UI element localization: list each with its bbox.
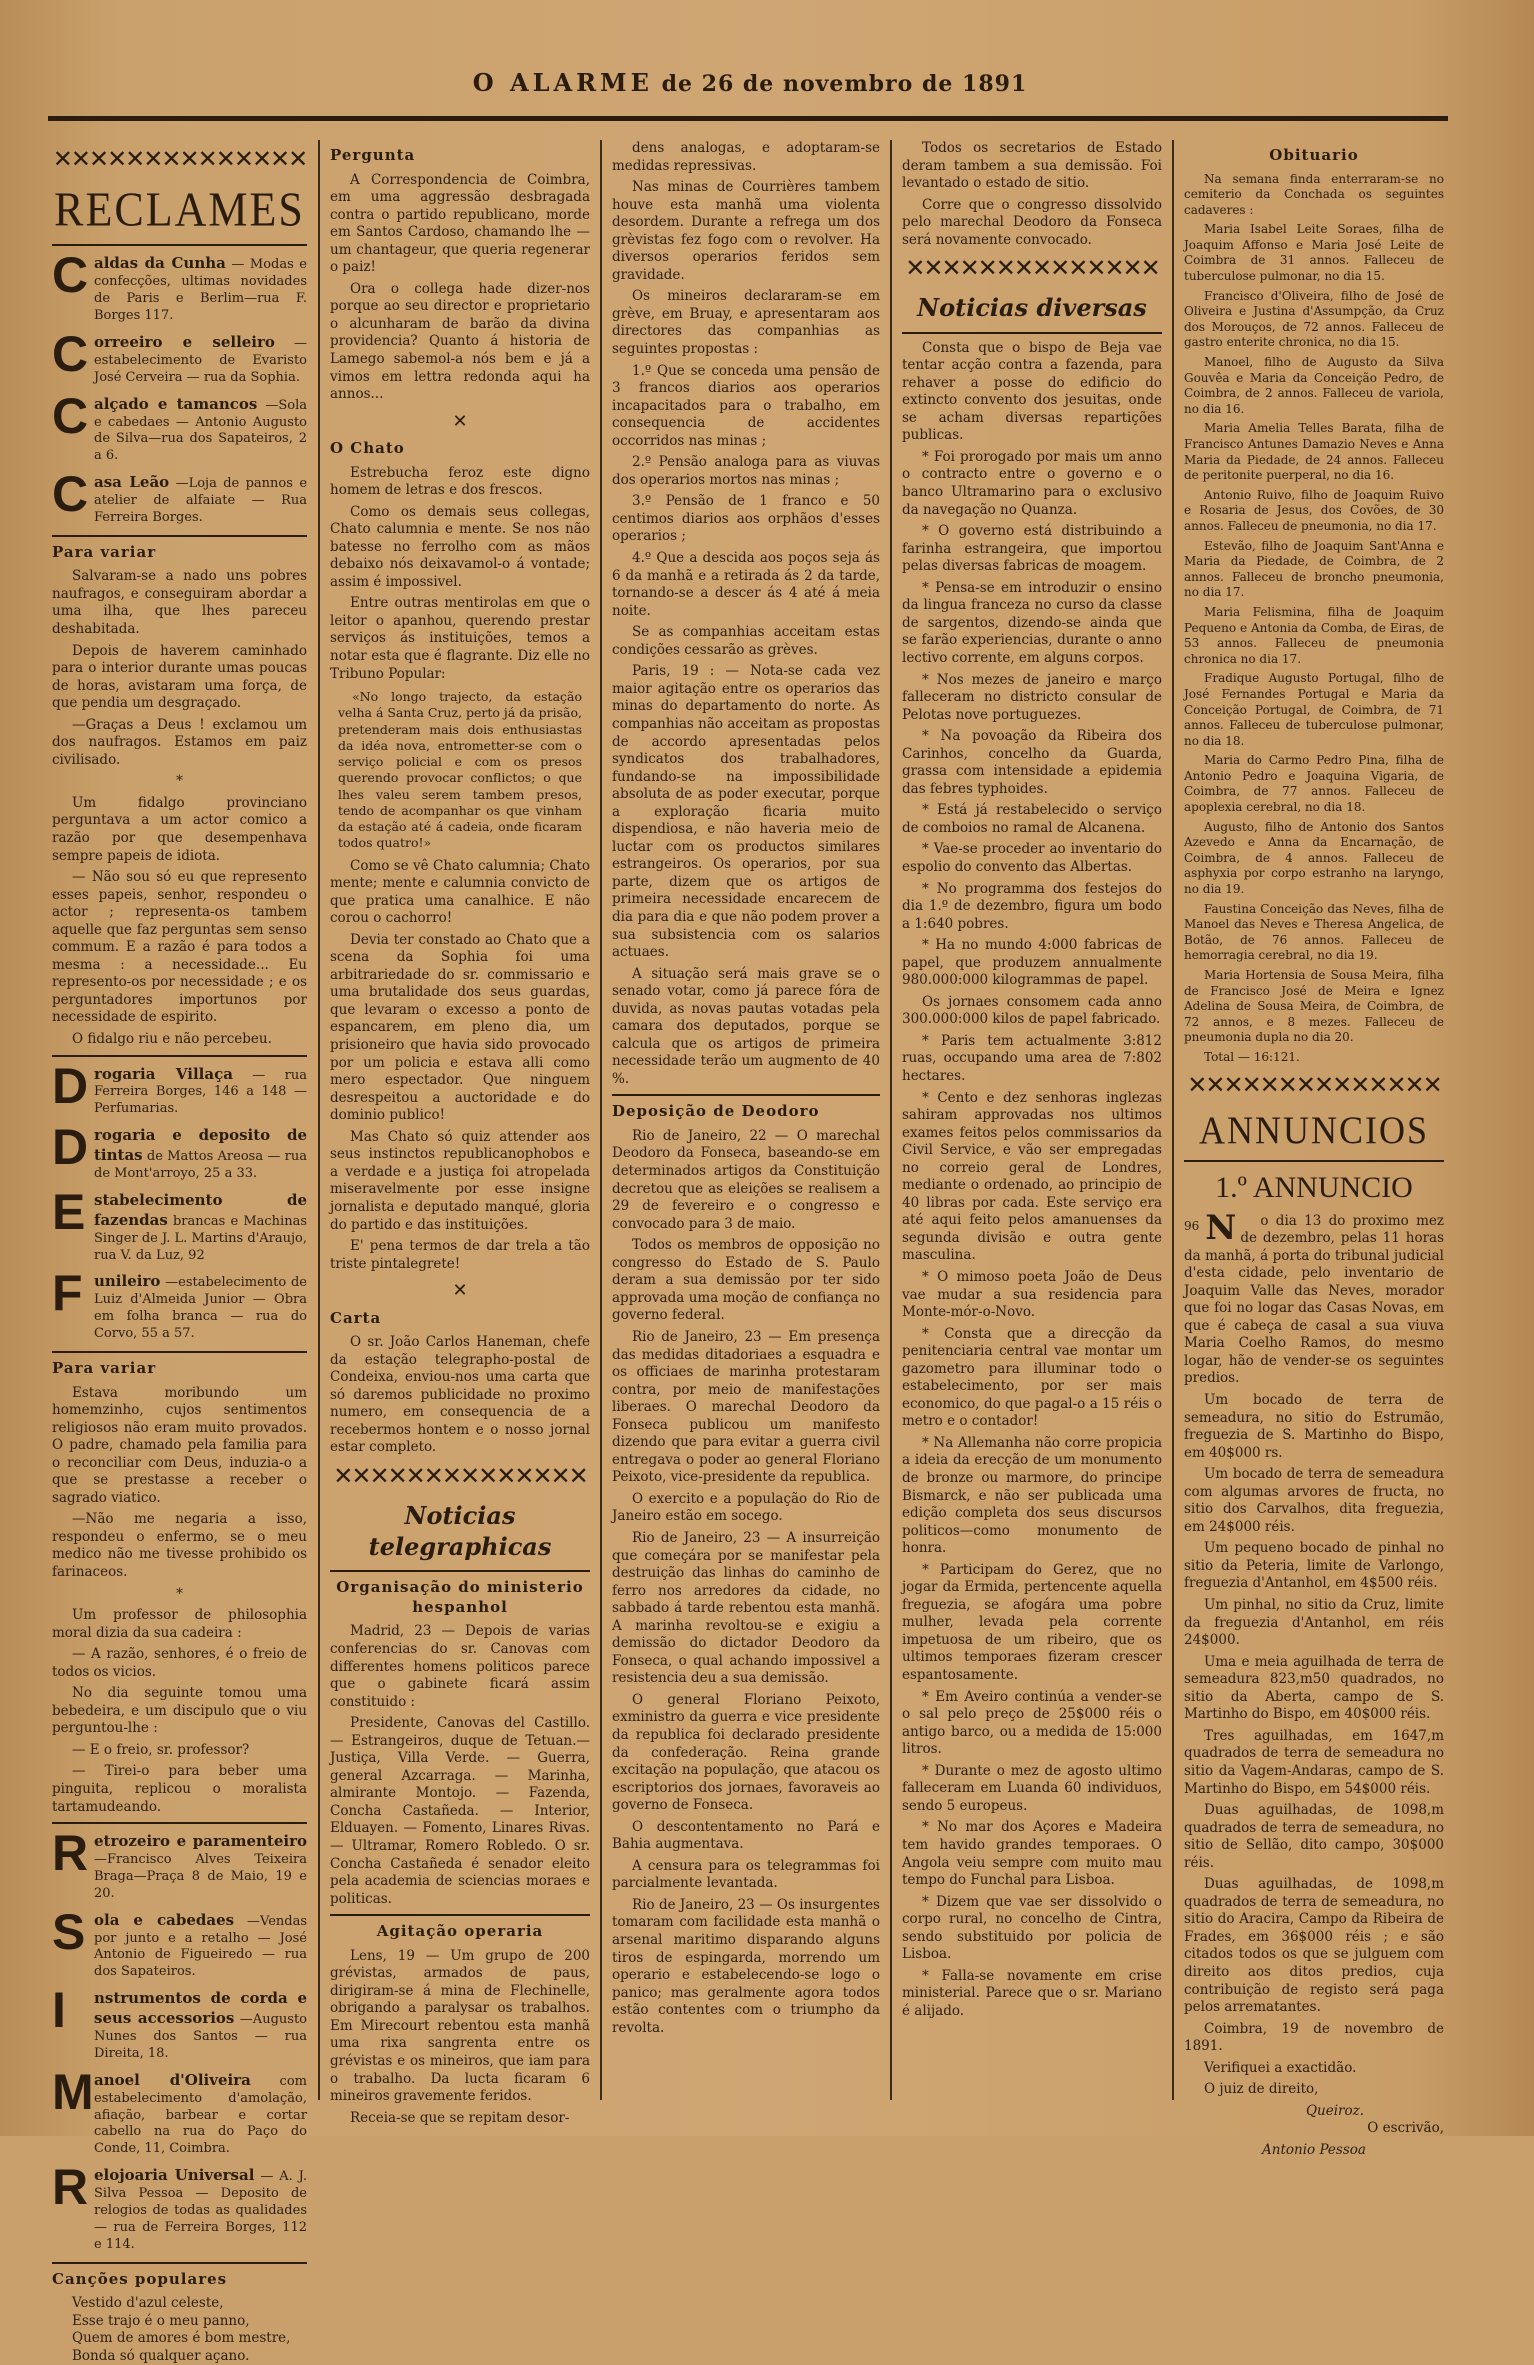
organisacao-body: [330, 1623, 590, 1908]
judge-signature: Queiroz.: [1305, 2102, 1364, 2119]
reclame-ad: [52, 2063, 307, 2158]
annuncio-number: 1.º ANNUNCIO: [1215, 1170, 1413, 1204]
noticias-diversas-title: Noticias diversas: [917, 293, 1147, 323]
news-item: * Cento e dez senhoras inglezas sahiram approvadas nos ultimos exames feitos pelos commissarios da Civil Service, e vão ser empregadas no correio geral de Londres, mediante o ordenado, ao principio de 40 libras por cada. Este serviço era até aqui feito pelos amanuenses da segunda divisão e outra gente masculina.: [902, 1089, 1162, 1264]
obituary-entry: Na semana finda enterraram-se no cemiterio da Conchada os seguintes cadaveres :: [1184, 171, 1444, 217]
obituary-entry: Total — 16:121.: [1204, 1049, 1300, 1064]
obituary-entry: Francisco d'Oliveira, filho de José de Oliveira e Justina d'Assumpção, da Cruz dos Morouços, de 72 annos. Falleceu de gastro enterite chronica, no dia 15.: [1184, 288, 1444, 350]
obituary-entry: Manoel, filho de Augusto da Silva Gouvêa e Maria da Conceição Pedro, de Coimbra, de 2 annos. Falleceu de variola, no dia 16.: [1184, 355, 1444, 416]
ad-dropcap: C: [52, 325, 89, 382]
verse-line: Esse trajo é o meu panno,: [72, 2312, 250, 2329]
obituary-entry: Maria Amelia Telles Barata, filha de Francisco Antunes Damazio Neves e Anna Maria da Piedade, de 24 annos. Falleceu de peritonite puerperal, no dia 16.: [1184, 421, 1444, 483]
column-3: [612, 140, 880, 2041]
annuncio-paragraph: Um bocado de terra de semeadura, no sitio do Estrumão, freguezia de S. Martinho do Bispo, em 40$000 rs.: [1184, 1392, 1444, 1461]
ad-name: stabelecimento de fazendas: [94, 1190, 307, 1229]
paragraph: E' pena termos de dar trela a tão triste pintalegrete!: [330, 1238, 590, 1272]
ad-name: elojoaria Universal: [94, 2166, 255, 2185]
ads-bottom: [52, 1825, 308, 2254]
ad-name: aldas da Cunha: [94, 254, 226, 273]
annuncio-paragraph: Um pequeno bocado de pinhal no sitio da Peteria, limite de Varlongo, freguezia d'Antanhol, em 4$500 réis.: [1184, 1540, 1444, 1592]
joke-paragraph: O fidalgo riu e não percebeu.: [72, 1031, 272, 1048]
masthead: [50, 68, 1450, 97]
column-4: [902, 140, 1162, 2024]
column-rule-2: [600, 140, 602, 2100]
paragraph: Como se vê Chato calumnia; Chato mente; mente e calumnia convicto de que pratica uma canalhice. E não corou o cachorro!: [330, 857, 590, 927]
reclame-ad: [52, 1057, 307, 1119]
paragraph: 2.º Pensão analoga para as viuvas dos operarios mortos nas minas ;: [612, 454, 880, 488]
reclame-ad: [52, 1119, 307, 1183]
chato-heading: O Chato: [330, 439, 405, 457]
pergunta-body: [330, 172, 590, 404]
masthead-date: de 26 de novembro de 1891: [661, 71, 1028, 97]
paragraph: Todos os secretarios de Estado deram tambem a sua demissão. Foi levantado o estado de sitio.: [902, 140, 1162, 192]
paragraph: Devia ter constado ao Chato que a scena da Sophia foi uma arbitrariedade do sr. commissario e uma brutalidade dos seus guardas, que levaram o excesso a ponto de espancarem, em pleno dia, um prisioneiro que havia sido provocado por um policia e estava alli como mero espectador. Que ninguem desrespeitou a auctoridade e do dominio publico!: [330, 931, 590, 1124]
news-item: * Na povoação da Ribeira dos Carinhos, concelho da Guarda, grassa com intensidade a epidemia das febres typhoides.: [902, 728, 1162, 797]
joke-paragraph: Salvaram-se a nado uns pobres naufragos, e conseguiram abordar a uma ilha, que lhes pareceu deshabitada.: [52, 568, 307, 637]
annuncio-dropcap: N: [1205, 1207, 1237, 1248]
ad-name: etrozeiro e paramenteiro: [94, 1832, 307, 1851]
clerk-signature: Antonio Pessoa: [1262, 2141, 1366, 2158]
agitacao-body: [330, 1948, 590, 2127]
ad-name: nstrumentos de corda e seus accessorios: [94, 1989, 307, 2028]
ads-mid: [52, 1057, 307, 1343]
paragraph: Madrid, 23 — Depois de varias conferencias do sr. Canovas com differentes homens politicos parece que o gabinete ficará assim constituido :: [330, 1623, 590, 1710]
obituary-entry: Estevão, filho de Joaquim Sant'Anna e Maria da Piedade, de Coimbra, de 2 annos. Falleceu de broncho pneumonia, no dia 17.: [1184, 538, 1444, 600]
news-item: * Vae-se proceder ao inventario do espolio do convento das Albertas.: [902, 841, 1162, 875]
ad-dropcap: I: [52, 1982, 66, 2039]
reclame-ad: [52, 387, 307, 466]
joke-paragraph: — Tirei-o para beber uma pinguita, replicou o moralista tartamudeando.: [52, 1763, 307, 1815]
verse-line: Bonda só qualquer açano.: [72, 2347, 250, 2364]
carta-body: [330, 1334, 590, 1457]
ornament-border: ✕✕✕✕✕✕✕✕✕✕✕✕✕✕: [1187, 1070, 1441, 1099]
paragraph: Entre outras mentirolas em que o leitor o apanhou, querendo prestar serviços ás instituições, temos a notar esta que é flagrante. Diz elle no Tribuno Popular:: [330, 595, 590, 682]
verse-line: Quem de amores é bom mestre,: [72, 2330, 291, 2347]
chato-body-2: [330, 858, 590, 1274]
divider: [330, 1914, 590, 1916]
column-rule-4: [1172, 140, 1174, 2100]
paragraph: Rio de Janeiro, 23 — A insurreição que começára por se manifestar pela destruição das linhas do caminho de ferro nos arredores da cidade, no sabbado á tarde rebentou esta manhã. A marinha revoltou-se e exigiu a demissão do dictador Deodoro da Fonseca, o qual achando impossivel a resistencia deu a sua demissão.: [612, 1529, 880, 1687]
ornament-border: ✕✕✕✕✕✕✕✕✕✕✕✕✕✕: [52, 145, 307, 173]
mining-strikes-body: [612, 140, 880, 1088]
ad-dropcap: R: [52, 1825, 89, 1882]
paper-name: O ALARME: [472, 68, 653, 97]
paragraph: O exercito e a população do Rio de Janeiro estão em socego.: [612, 1490, 880, 1525]
paragraph: Receia-se que se repitam desor-: [350, 2109, 570, 2126]
ad-text: —estabelecimento de Luiz d'Almeida Junior — Obra em folha branca — rua do Corvo, 55 a 57.: [94, 1275, 307, 1342]
obituary-entry: Maria Felismina, filha de Joaquim Pequeno e Antonia da Comba, de Eiras, de 53 annos. Falleceu de pneumonia chronica no dia 17.: [1184, 604, 1444, 666]
joke-paragraph: *: [176, 1585, 183, 1602]
secretarios-body: [902, 140, 1162, 249]
chato-quote: «No longo trajecto, da estação velha á Santa Cruz, perto já da prisão, pretenderam mais dois enthusiastas da idéa nova, entrometter-se com o serviço policial e com os presos querendo provocar conflictos; o que lhes valeu serem tambem presos, tendo de acompanhar os que vinham da estação até á cadeia, onde ficaram todos quatro!»: [338, 689, 582, 851]
para-variar-2: [52, 1385, 307, 1817]
reclame-ad: [52, 466, 308, 527]
ad-name: alçado e tamancos: [94, 394, 258, 413]
reclame-ad: [52, 247, 307, 325]
column-rule-1: [318, 140, 320, 2100]
paragraph: Nas minas de Courrières tambem houve esta manhã uma violenta desordem. Durante a refrega um dos grèvistas fez fogo com o revolver. Ha diversos operarios feridos sem gravidade.: [612, 179, 880, 283]
column-5: [1184, 140, 1444, 2159]
clerk-label: O escrivão,: [1367, 2120, 1444, 2137]
news-item: * Paris tem actualmente 3:812 ruas, occupando uma area de 7:802 hectares.: [902, 1032, 1162, 1084]
reclame-ad: [52, 1183, 307, 1265]
news-item: * No programma dos festejos do dia 1.º de dezembro, figura um bodo a 1:640 pobres.: [902, 880, 1162, 932]
news-item: * Consta que a direcção da penitenciaria central vae montar um gazometro para illuminar todo o estabelecimento, por ser mais economico, do que pagal-o a 15 réis o metro e o contador!: [902, 1325, 1162, 1430]
annuncio-ref: 96: [1184, 1218, 1200, 1233]
ad-name: rogaria Villaça: [94, 1064, 233, 1083]
paragraph: O sr. João Carlos Haneman, chefe da estação telegrapho-postal de Condeixa, enviou-nos uma carta que só daremos publicidade no proximo numero, em consequencia de a recebermos hontem e o nosso jornal estar completo.: [330, 1334, 590, 1456]
column-reclames: [52, 140, 307, 2365]
annuncio-paragraphs: [1184, 1207, 1444, 2099]
ad-name: rogaria e deposito de tintas: [94, 1126, 307, 1165]
para-variar-1: [52, 568, 307, 1048]
news-item: Consta que o bispo de Beja vae tentar acção contra a fazenda, para rehaver a posse do edificio do extincto convento dos jesuitas, onde se acham diversas repartições publicas.: [902, 339, 1162, 444]
reclame-ad: [52, 2159, 307, 2253]
chato-body: [330, 465, 590, 684]
reclame-ad: [52, 325, 307, 387]
news-item: * Falla-se novamente em crise ministerial. Parece que o sr. Mariano é alijado.: [902, 1967, 1162, 2019]
paragraph: Rio de Janeiro, 23 — Os insurgentes tomaram com facilidade esta manhã o arsenal maritimo disparando alguns tiros de espingarda, morrendo um operario e estabelecendo-se logo o panico; mas geralmente agora todos estão contentes com o triumpho da revolta.: [612, 1896, 880, 2036]
news-item: * Na Allemanha não corre propicia a ideia da erecção de um monumento de bronze ou marmore, do principe Bismarck, e não ser publicada uma edição completa dos seus discursos politicos—como monumento de honra.: [902, 1434, 1162, 1557]
divider: [612, 1094, 880, 1096]
news-item: * Nos mezes de janeiro e março falleceram no districto consular de Pelotas nove portuguezes.: [902, 671, 1162, 723]
obituary-entry: Fradique Augusto Portugal, filho de José Fernandes Portugal e Maria da Conceição Portugal, de Coimbra, de 71 annos. Falleceu de tuberculose pulmonar, no dia 18.: [1184, 671, 1444, 748]
paragraph: Paris, 19 : — Nota-se cada vez maior agitação entre os operarios das minas do departamento do norte. As companhias não acceitam as propostas de accordo apresentadas pelos syndicatos dos trabalhadores, fundando-se na impossibilidade absoluta de as poder executar, porque a exploração ficaria muito dispendiosa, e não haveria meio de luctar com os productos similares estrangeiros. Os operarios, por sua parte, dizem que os artigos de primeira necessidade encarecem de dia para dia e que não podem prover a sua subsistencia com os salarios actuaes.: [612, 663, 880, 961]
annuncio-paragraph: o dia 13 do proximo mez de dezembro, pelas 11 horas da manhã, á porta do tribunal judicial d'esta cidade, pelo inventario de Joaquim Valle das Neves, morador que foi no logar das Casas Novas, em que é cabeça de casal a sua viuva Maria Coelho Ramos, do mesmo logar, hão de vender-se os seguintes predios.: [1184, 1212, 1444, 1387]
obituario-body: [1184, 172, 1444, 1066]
obituary-entry: Maria do Carmo Pedro Pina, filha de Antonio Pedro e Joaquina Vigaria, de Coimbra, de 77 annos. Falleceu de apoplexia cerebral, no dia 18.: [1184, 753, 1444, 815]
ad-dropcap: C: [52, 247, 89, 304]
ads-top: [52, 247, 308, 526]
ad-dropcap: C: [52, 387, 89, 444]
pergunta-heading: Pergunta: [330, 146, 416, 164]
annuncio-paragraph: Duas aguilhadas, de 1098,m quadrados de terra de semeadura, no sitio do Aracira, Campo da Ribeira de Frades, em 36$000 réis ; e são citados todos os que se julguem com direito aos ditos predios, cuja contribuição de registo será paga pelos arrematantes.: [1184, 1876, 1444, 2016]
divider: [52, 1351, 307, 1353]
reclame-ad: [52, 1903, 308, 1982]
ad-name: unileiro: [94, 1272, 161, 1291]
news-item: * Pensa-se em introduzir o ensino da lingua franceza no curso da classe de sargentos, dizendo-se ainda que se farão experiencias, durante o anno lectivo corrente, em alguns corpos.: [902, 579, 1162, 666]
joke-paragraph: — E o freio, sr. professor?: [72, 1741, 250, 1758]
divider: [52, 244, 307, 246]
divider: [52, 535, 307, 537]
paragraph: Rio de Janeiro, 22 — O marechal Deodoro da Fonseca, baseando-se em determinados artigos da Constituição decretou que as eleições se realisem a 29 de fevereiro e o congresso e convocado para 3 de maio.: [612, 1127, 880, 1232]
paragraph: Os mineiros declararam-se em grève, em Bruay, e apresentaram aos directores das companhias as seguintes propostas :: [612, 288, 880, 358]
obituary-entry: Antonio Ruivo, filho de Joaquim Ruivo e Rosaria de Jesus, dos Covões, de 30 annos. Falleceu de pneumonia, no dia 17.: [1184, 487, 1444, 533]
divider: [52, 2262, 307, 2264]
cancoes-heading: Canções populares: [52, 2269, 228, 2288]
annuncios-title: ANNUNCIOS: [1198, 1107, 1429, 1152]
ad-text: —Augusto Nunes dos Santos — rua Direita, 18.: [94, 2012, 307, 2061]
news-item: * Em Aveiro continúa a vender-se o sal pelo preço de 25$000 réis o antigo barco, ou a medida de 15:000 litros.: [902, 1688, 1162, 1758]
annuncio-paragraph: Verifiquei a exactidão.: [1204, 2059, 1357, 2076]
news-item: * Ha no mundo 4:000 fabricas de papel, que produzem annualmente 980.000:000 kilogrammas de papel.: [902, 937, 1162, 989]
ad-text: com estabelecimento d'amolação, afiação, barbear e cortar cabello na rua do Paço do Conde, 11, Coimbra.: [94, 2073, 307, 2157]
reclame-ad: [52, 1825, 307, 1903]
joke-paragraph: Um professor de philosophia moral dizia da sua cadeira :: [52, 1607, 307, 1641]
joke-paragraph: *: [176, 773, 183, 790]
paragraph: Lens, 19 — Um grupo de 200 grévistas, armados de paus, dirigiram-se á mina de Flechinelle, obrigando a paralysar os trabalhos. Em Mirecourt rebentou esta manhã uma rixa sangrenta entre os grévistas e os mineiros, que iam para o trabalho. Da lucta ficaram 6 mineiros gravemente feridos.: [330, 1947, 590, 2105]
annuncio-paragraph: Tres aguilhadas, em 1647,m quadrados de terra de semeadura no sitio da Vagem-Andaras, campo de S. Martinho do Bispo, em 54$000 réis.: [1184, 1727, 1444, 1797]
annuncio-paragraph: Duas aguilhadas, de 1098,m quadrados de terra de semeadura, no sitio de Sellão, dito campo, 30$000 réis.: [1184, 1802, 1444, 1871]
paragraph: O general Floriano Peixoto, exministro da guerra e vice presidente da republica foi declarado presidente da confederação. Reina grande excitação na população, que atacou os escriptorios dos jornaes, favoraveis ao governo de Fonseca.: [612, 1691, 880, 1814]
joke-paragraph: —Graças a Deus ! exclamou um dos naufragos. Estamos em paiz civilisado.: [52, 716, 307, 768]
organisacao-heading: Organisação do ministerio hespanhol: [336, 1578, 584, 1616]
paragraph: A censura para os telegrammas foi parcialmente levantada.: [612, 1857, 880, 1892]
news-item: * No mar dos Açores e Madeira tem havido grandes temporaes. O Angola veiu sempre com muito mau tempo do Funchal para Lisboa.: [902, 1819, 1162, 1889]
news-item: * Dizem que vae ser dissolvido o corpo rural, no concelho de Cintra, sendo substituido por policia de Lisboa.: [902, 1893, 1162, 1963]
cancoes-verses: [52, 2295, 307, 2365]
paragraph: Se as companhias acceitam estas condições cessarão as grèves.: [612, 624, 880, 658]
ad-dropcap: R: [52, 2159, 89, 2216]
deposicao-heading: Deposição de Deodoro: [612, 1102, 820, 1121]
obituary-entry: Faustina Conceição das Neves, filha de Manoel das Neves e Theresa Angelica, de Botão, de 76 annos. Falleceu de hemorragia cerebral, no dia 19.: [1184, 901, 1444, 963]
ad-text: —Sola e cabedaes — Antonio Augusto de Silva—rua dos Sapateiros, 2 a 6.: [94, 397, 307, 464]
ad-text: brancas e Machinas Singer de J. L. Martins d'Araujo, rua V. da Luz, 92: [94, 1213, 307, 1263]
ornament-border: ✕✕✕✕✕✕✕✕✕✕✕✕✕✕: [905, 254, 1159, 283]
annuncio-paragraph: Um pinhal, no sitio da Cruz, limite da freguezia d'Antanhol, em réis 24$000.: [1184, 1597, 1444, 1649]
paragraph: 4.º Que a descida aos poços seja ás 6 da manhã e a retirada ás 2 da tarde, tornando-se a descer ás 4 até á meia noite.: [612, 550, 880, 619]
news-item: * Participam do Gerez, que no jogar da Ermida, pertencente aquella freguezia, se afogára uma pobre mulher, levada pela corrente impetuosa de um ribeiro, que os ultimos temporaes fizeram crescer espantosamente.: [902, 1561, 1162, 1684]
ad-text: — A. J. Silva Pessoa — Deposito de relogios de todas as qualidades — rua de Ferreira Borges, 112 e 114.: [94, 2169, 307, 2252]
reclame-ad: [52, 1982, 307, 2063]
telegraphicas-title: Noticias telegraphicas: [368, 1501, 552, 1562]
divider: [52, 1822, 307, 1824]
ornament-border: ✕✕✕✕✕✕✕✕✕✕✕✕✕✕: [333, 1461, 587, 1490]
ad-text: — rua Ferreira Borges, 146 a 148 — Perfumarias.: [94, 1067, 307, 1117]
annuncio-paragraph: Uma e meia aguilhada de terra de semeadura 823,m50 quadrados, no sitio da Aberta, campo de S. Martinho do Bispo, em 40$000 réis.: [1184, 1653, 1444, 1723]
obituary-entry: Maria Hortensia de Sousa Meira, filha de Francisco José de Meira e Ignez Adelina de Sousa Meira, de Coimbra, de 72 annos, e 8 mezes. Falleceu de pneumonia dupla no dia 20.: [1184, 968, 1444, 1045]
cross-separator: ✕: [452, 410, 468, 432]
obituario-heading: Obituario: [1269, 146, 1359, 164]
deposicao-body: [612, 1128, 880, 2037]
ad-dropcap: F: [52, 1265, 83, 1322]
paragraph: 3.º Pensão de 1 franco e 50 centimos diarios aos orphãos d'esses operarios ;: [612, 493, 880, 545]
divider: [52, 1055, 307, 1057]
joke-paragraph: Um fidalgo provinciano perguntava a um actor comico a razão por que desempenhava sempre papeis de idiota.: [52, 794, 307, 864]
annuncio-paragraph: Um bocado de terra de semeadura com algumas arvores de fructa, no sitio dos Carvalhos, dita freguezia, em 24$000 réis.: [1184, 1466, 1444, 1535]
paragraph: Corre que o congresso dissolvido pelo marechal Deodoro da Fonseca será novamente convocado.: [902, 196, 1162, 248]
divider: [1184, 1160, 1444, 1162]
reclames-title: RECLAMES: [54, 182, 305, 237]
cross-separator: ✕: [452, 1280, 468, 1302]
agitacao-heading: Agitação operaria: [376, 1922, 544, 1941]
divider: [330, 1570, 590, 1572]
ad-text: — Modas e confecções, ultimas novidades de Paris e Berlim—rua F. Borges 117.: [94, 257, 307, 324]
news-item: * O mimoso poeta João de Deus vae mudar a sua residencia para Monte-mór-o-Novo.: [902, 1269, 1162, 1321]
column-rule-3: [890, 140, 892, 2100]
column-2: [330, 140, 590, 2131]
news-item: * Durante o mez de agosto ultimo falleceram em Luanda 60 individuos, sendo 5 europeus.: [902, 1762, 1162, 1814]
ad-text: —Vendas por junto e a retalho — José Antonio de Figueiredo — rua dos Sapateiros.: [94, 1913, 308, 1980]
paragraph: O descontentamento no Pará e Bahia augmentava.: [612, 1818, 880, 1853]
annuncio-body: [1184, 1207, 1444, 2099]
joke-paragraph: Estava moribundo um homemzinho, cujos sentimentos religiosos não eram muito provados. O padre, chamado pela familia para o reconciliar com Deus, induzia-o a que se prestasse a receber o sagrado viatico.: [52, 1384, 307, 1506]
paragraph: dens analogas, e adoptaram-se medidas repressivas.: [612, 140, 880, 174]
ad-text: —Francisco Alves Teixeira Braga—Praça 8 de Maio, 19 e 20.: [94, 1852, 307, 1901]
paragraph: Todos os membros de opposição no congresso do Estado de S. Paulo deram a sua demissão por ter sido approvada uma moção de confiança no governo federal.: [612, 1237, 880, 1324]
news-item: * Foi prorogado por mais um anno o contracto entre o governo e o banco Ultramarino para o exclusivo da navegação no Quanza.: [902, 448, 1162, 518]
joke-paragraph: No dia seguinte tomou uma bebedeira, e um discipulo que o viu perguntou-lhe :: [52, 1685, 307, 1737]
verse-line: Vestido d'azul celeste,: [72, 2295, 224, 2312]
paragraph: Estrebucha feroz este digno homem de letras e dos frescos.: [330, 464, 590, 499]
news-item: Os jornaes consomem cada anno 300.000:000 kilos de papel fabricado.: [902, 993, 1162, 1028]
ad-dropcap: M: [52, 2063, 94, 2120]
joke-paragraph: — A razão, senhores, é o freio de todos os vicios.: [52, 1646, 307, 1680]
obituary-entry: Augusto, filho de Antonio dos Santos Azevedo e Anna da Encarnação, de Coimbra, de 4 annos. Falleceu de asphyxia por corpo estranho na laryngo, no dia 19.: [1184, 819, 1444, 897]
ad-name: orreeiro e selleiro: [94, 332, 275, 351]
ad-text: de Mattos Areosa — rua de Mont'arroyo, 25 a 33.: [94, 1149, 307, 1182]
paragraph: Rio de Janeiro, 23 — Em presença das medidas ditadoriaes a esquadra e os officiaes de marinha protestaram contra, por meio de manifestações liberaes. O marechal Deodoro da Fonseca publicou um manifesto dizendo que para evitar a guerra civil entregava o poder ao general Floriano Peixoto, vice-presidente da republica.: [612, 1328, 880, 1486]
ad-dropcap: D: [52, 1119, 89, 1176]
paragraph: 1.º Que se conceda uma pensão de 3 francos diarios aos operarios incapacitados para o trabalho, em consequencia de accidentes occorridos nas minas ;: [612, 362, 880, 449]
ad-text: — estabelecimento de Evaristo José Cerveira — rua da Sophia.: [94, 335, 307, 385]
ad-dropcap: S: [52, 1903, 86, 1960]
paragraph: A Correspondencia de Coimbra, em uma aggressão desbragada contra o partido republicano, morde em Santos Cardoso, chamando lhe — um chantageur, que queria regenerar o paiz!: [330, 171, 590, 276]
divider: [902, 332, 1162, 334]
ad-dropcap: D: [52, 1057, 89, 1114]
reclame-ad: [52, 1265, 307, 1343]
news-item: * O governo está distribuindo a farinha estrangeira, que importou pelas diversas fabricas de moagem.: [902, 523, 1162, 575]
para-variar-heading: Para variar: [52, 542, 157, 561]
obituary-entry: Maria Isabel Leite Soraes, filha de Joaquim Affonso e Maria José Leite de Coimbra de 31 annos. Falleceu de tuberculose pulmonar, no dia 15.: [1184, 222, 1444, 284]
paragraph: Como os demais seus collegas, Chato calumnia e mente. Se nos não batesse no ferrolho com as mãos debaixo nós deixavamol-o á vontade; assim é impossivel.: [330, 503, 590, 590]
annuncio-paragraph: O juiz de direito,: [1204, 2081, 1319, 2098]
ad-name: ola e cabedaes: [94, 1910, 235, 1929]
ad-name: anoel d'Oliveira: [94, 2070, 251, 2089]
news-item: * Está já restabelecido o serviço de comboios no ramal de Alcanena.: [902, 802, 1162, 836]
ad-dropcap: E: [52, 1183, 86, 1240]
paragraph: Mas Chato só quiz attender aos seus instinctos republicanophobos e a verdade e a justiça foi atropelada miseravelmente por esse insigne jornalista e deputado manqué, gloria do partido e das instituições.: [330, 1128, 590, 1233]
paragraph: A situação será mais grave se o senado votar, como já parece fóra de duvida, as novas pautas votadas pela camara dos deputados, porque se calcula que os artigos de primeira necessidade terão um augmento de 40 %.: [612, 965, 880, 1087]
paragraph: Ora o collega hade dizer-nos porque ao seu director e proprietario o alcunharam de barão da divina providencia? Quanto á historia de Lamego sabemol-a nós bem e já a vimos em lettra redonda aqui ha annos...: [330, 280, 590, 403]
paragraph: Presidente, Canovas del Castillo. — Estrangeiros, duque de Tetuan.— Justiça, Villa Verde. — Guerra, general Azcarraga. — Marinha, almirante Montojo. — Fazenda, Concha Castañeda. — Interior, Elduayen. — Fomento, Linares Rivas. — Ultramar, Romero Robledo. O sr. Concha Castañeda é senador eleito pela academia de sciencias moraes e politicas.: [330, 1715, 590, 1907]
top-rule: [48, 116, 1448, 121]
annuncio-paragraph: Coimbra, 19 de novembro de 1891.: [1184, 2020, 1444, 2055]
ad-dropcap: C: [52, 466, 89, 523]
para-variar-heading: Para variar: [52, 1359, 157, 1378]
carta-heading: Carta: [330, 1308, 382, 1327]
joke-paragraph: — Não sou só eu que represento esses papeis, senhor, respondeu o actor ; representa-os tambem aquelle que faz perguntas sem senso commum. E a razão é para todos a mesma : a necessidade... Eu represento-os por necessidade ; e os perguntadores importunos por necessidade de espirito.: [52, 869, 307, 1026]
joke-paragraph: Depois de haverem caminhado para o interior durante umas poucas de horas, avistaram uma força, de que pendia um desgraçado.: [52, 642, 307, 712]
ad-name: asa Leão: [94, 473, 170, 492]
ad-text: —Loja de pannos e atelier de alfaiate — Rua Ferreira Borges.: [94, 476, 308, 525]
joke-paragraph: —Não me negaria a isso, respondeu o enfermo, se o meu medico não me tivesse prohibido os farinaceos.: [52, 1511, 307, 1580]
noticias-diversas-body: [902, 340, 1162, 2021]
